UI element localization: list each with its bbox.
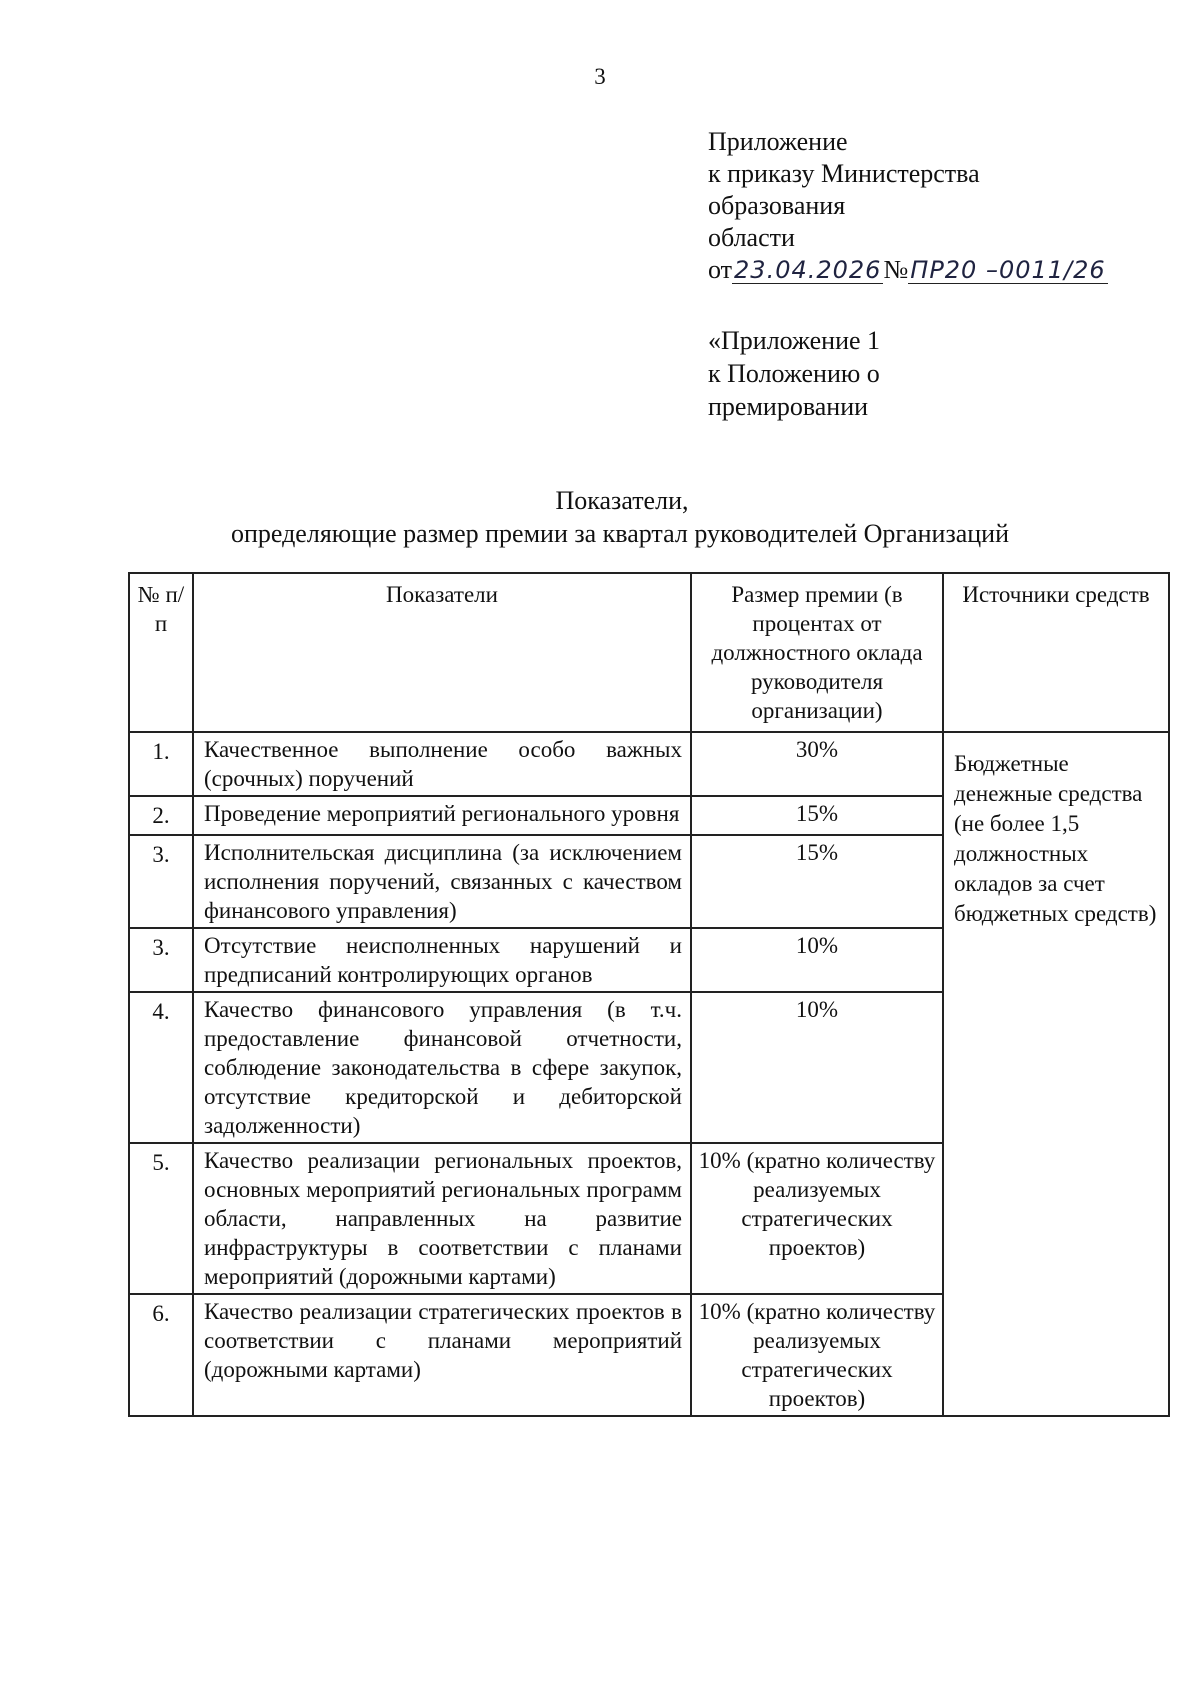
- appendix-line: к приказу Министерства: [708, 159, 980, 188]
- appendix-ref-line: к Положению о: [708, 359, 880, 388]
- appendix-ref-line: «Приложение 1: [708, 326, 881, 355]
- row-bonus: 10% (кратно количеству реализуемых стратегических проектов): [691, 1294, 943, 1416]
- row-num: 3.: [129, 928, 193, 992]
- row-indicator: Исполнительская дисциплина (за исключением исполнения поручений, связанных с качеством финансового управления): [193, 835, 691, 928]
- row-num: 4.: [129, 992, 193, 1143]
- date-prefix: от: [708, 255, 733, 284]
- number-sign: №: [883, 255, 909, 284]
- appendix-header: [708, 126, 1108, 286]
- row-indicator: Проведение мероприятий регионального уровня: [193, 796, 691, 835]
- row-bonus: 15%: [691, 796, 943, 835]
- row-indicator: Качественное выполнение особо важных (срочных) поручений: [193, 732, 691, 796]
- title-line: Показатели,: [555, 486, 689, 515]
- table-row: [129, 732, 1169, 796]
- order-date-line: [708, 254, 1108, 286]
- source-cell: Бюджетные денежные средства (не более 1,5 должностных окладов за счет бюджетных средств): [943, 732, 1169, 1416]
- header-source: Источники средств: [943, 573, 1169, 732]
- row-indicator: Качество реализации стратегических проектов в соответствии с планами мероприятий (дорожными картами): [193, 1294, 691, 1416]
- row-indicator: Отсутствие неисполненных нарушений и предписаний контролирующих органов: [193, 928, 691, 992]
- appendix-line: образования: [708, 191, 846, 220]
- row-num: 2.: [129, 796, 193, 835]
- row-num: 6.: [129, 1294, 193, 1416]
- header-bonus: Размер премии (в процентах от должностного оклада руководителя организации): [691, 573, 943, 732]
- indicators-table: [128, 572, 1170, 1417]
- appendix-line: области: [708, 223, 795, 252]
- row-indicator: Качество реализации региональных проектов, основных мероприятий региональных программ области, направленных на развитие инфраструктуры в соответствии с планами мероприятий (дорожными картами): [193, 1143, 691, 1294]
- page-number: 3: [594, 64, 606, 89]
- row-bonus: 10%: [691, 992, 943, 1143]
- handwritten-order-number: ПР20 –0011/26: [910, 256, 1106, 284]
- row-num: 5.: [129, 1143, 193, 1294]
- appendix-ref-line: премировании: [708, 392, 869, 421]
- handwritten-date: 23.04.2026: [734, 256, 882, 284]
- row-bonus: 10% (кратно количеству реализуемых стратегических проектов): [691, 1143, 943, 1294]
- row-bonus: 10%: [691, 928, 943, 992]
- header-indicator: Показатели: [193, 573, 691, 732]
- table-header-row: [129, 573, 1169, 732]
- row-num: 1.: [129, 732, 193, 796]
- document-title: [0, 484, 1200, 550]
- appendix-line: Приложение: [708, 127, 848, 156]
- row-indicator: Качество финансового управления (в т.ч. предоставление финансовой отчетности, соблюдение законодательства в сфере закупок, отсутствие кредиторской и дебиторской задолженности): [193, 992, 691, 1143]
- appendix-reference: [708, 324, 880, 423]
- row-num: 3.: [129, 835, 193, 928]
- header-num: № п/п: [129, 573, 193, 732]
- title-subline: определяющие размер премии за квартал руководителей Организаций: [230, 519, 1010, 548]
- row-bonus: 15%: [691, 835, 943, 928]
- row-bonus: 30%: [691, 732, 943, 796]
